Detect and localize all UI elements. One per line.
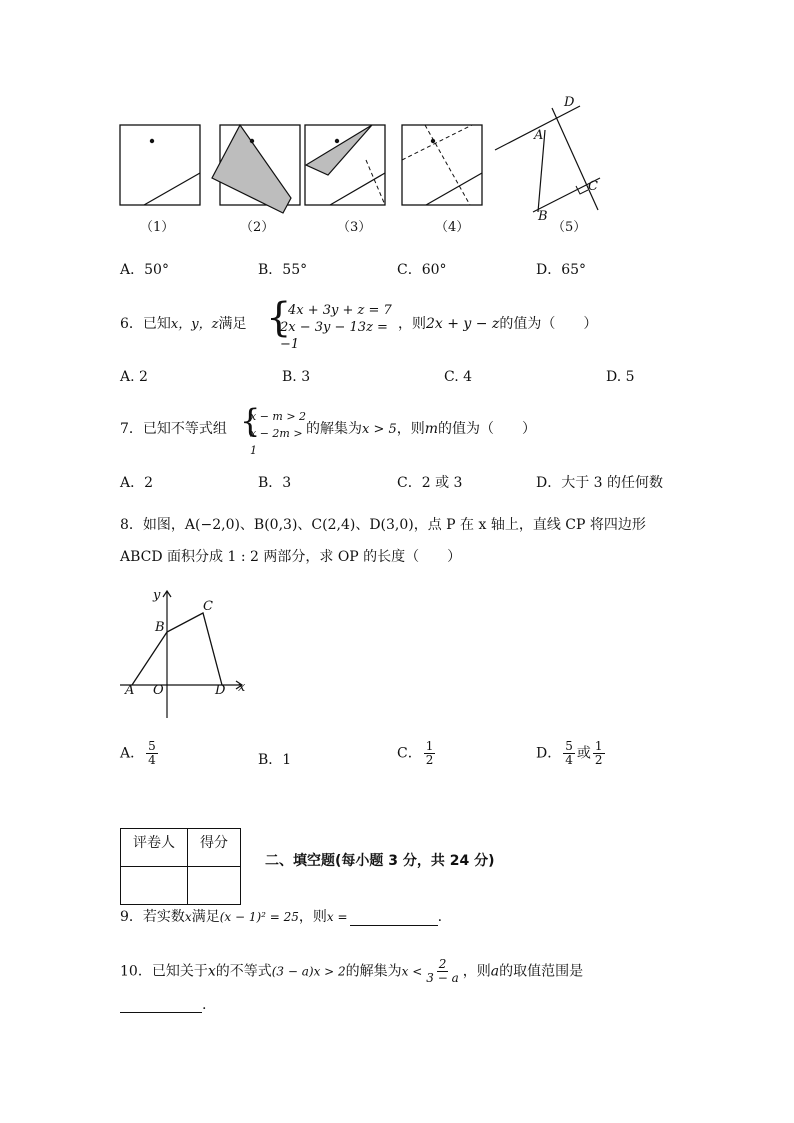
- graph-label-c: C: [203, 599, 213, 614]
- q5-option-d: D．65°: [536, 262, 587, 278]
- q10-answer-line: .: [120, 996, 206, 1013]
- q5-option-c: C．60°: [397, 262, 447, 278]
- q7-stem-tail: 的解集为x > 5，则m的值为（ ）: [306, 421, 537, 437]
- q8-stem-line2: ABCD 面积分成 1 : 2 两部分，求 OP 的长度（ ）: [120, 549, 462, 565]
- graph-label-y: y: [153, 588, 161, 603]
- section-2-title: 二、填空题(每小题 3 分，共 24 分): [265, 853, 495, 869]
- brace-icon: {: [240, 402, 261, 440]
- graph-label-d: D: [215, 683, 226, 698]
- q5-option-b: B．55°: [258, 262, 308, 278]
- graph-label-a: A: [125, 683, 135, 698]
- q5-option-a: A．50°: [120, 262, 169, 278]
- fig-caption-5: （5）: [552, 220, 587, 235]
- brace-icon: {: [266, 295, 292, 341]
- q9-stem: 9．若实数x满足(x − 1)² = 25，则x = .: [120, 909, 443, 925]
- score-table-reviewer: 评卷人: [121, 829, 188, 867]
- q7-inequality-system: [240, 402, 310, 457]
- q6-option-b: B. 3: [282, 369, 311, 385]
- q6-equation-system: [266, 295, 396, 352]
- figure-2: [212, 125, 300, 213]
- fig5-label-c: C: [588, 179, 598, 194]
- q6-eq2: 2x − 3y − 13z = −1: [280, 320, 388, 352]
- q8-option-b: B．1: [258, 752, 292, 768]
- score-table-score: 得分: [188, 829, 241, 867]
- graph-label-b: B: [155, 620, 165, 635]
- fig5-label-d: D: [564, 95, 575, 110]
- q8-graph: [110, 585, 260, 725]
- fig-caption-1: （1）: [140, 220, 175, 235]
- q8-option-d: D． $\frac{5}{4}$ 或 $\frac{1}{2}$: [536, 739, 603, 767]
- q8-stem-line1: 8．如图，A(−2,0)、B(0,3)、C(2,4)、D(3,0)，点 P 在 x 轴上，直线 CP 将四边形: [120, 517, 646, 533]
- score-table: [120, 828, 241, 905]
- fig-caption-4: （4）: [435, 220, 470, 235]
- q7-ineq2: x − 2m > 1: [250, 427, 303, 457]
- figure-3: [305, 125, 385, 205]
- q6-option-c: C. 4: [444, 369, 473, 385]
- score-table-score-cell[interactable]: [188, 867, 241, 905]
- q10-answer-blank[interactable]: [120, 996, 202, 1013]
- q8-option-a: A． $\frac{5}{4}$: [120, 739, 156, 767]
- q6-option-d: D. 5: [606, 369, 635, 385]
- q7-option-b: B．3: [258, 475, 292, 491]
- score-table-reviewer-cell[interactable]: [121, 867, 188, 905]
- q7-option-c: C．2 或 3: [397, 475, 463, 491]
- figure-1: [120, 125, 200, 205]
- q9-answer-blank[interactable]: [350, 911, 438, 926]
- q10-stem: 10．已知关于x的不等式(3 − a)x > 2的解集为x < $\frac{2}{3 - a}$ ，则a的取值范围是: [120, 957, 584, 985]
- q6-option-a: A. 2: [120, 369, 148, 385]
- fig5-label-a: A: [534, 128, 544, 143]
- q5-figures: [0, 0, 794, 240]
- q6-stem: 6．已知x，y，z满足: [120, 316, 247, 332]
- q7-ineq1: x − m > 2: [250, 410, 307, 423]
- figure-4: [402, 125, 482, 205]
- q7-stem: 7．已知不等式组: [120, 421, 227, 437]
- fig-caption-3: （3）: [337, 220, 372, 235]
- fig5-label-b: B: [538, 209, 548, 224]
- q8-option-c: C． $\frac{1}{2}$: [397, 739, 434, 767]
- q7-option-a: A．2: [120, 475, 154, 491]
- graph-label-x: x: [238, 680, 246, 695]
- q6-eq1: 4x + 3y + z = 7: [288, 303, 392, 318]
- q6-stem-tail: ，则2x + y − z的值为（ ）: [398, 316, 598, 332]
- fig-caption-2: （2）: [240, 220, 275, 235]
- q7-option-d: D．大于 3 的任何数: [536, 475, 664, 491]
- figure-5: [495, 106, 600, 212]
- graph-label-o: O: [153, 683, 164, 698]
